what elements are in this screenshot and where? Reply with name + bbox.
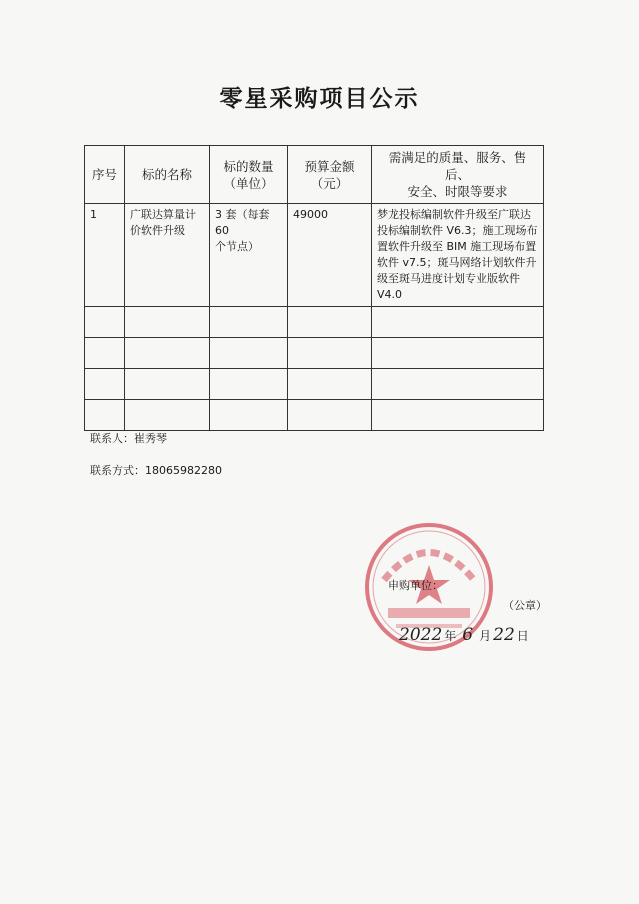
header-budget: 预算金额 （元）	[288, 146, 372, 204]
date-year-unit: 年	[444, 629, 457, 643]
table-header-row	[85, 146, 544, 204]
cell-quantity: 3 套（每套 60 个节点）	[210, 204, 288, 307]
contact-person: 联系人：崔秀琴	[90, 432, 167, 445]
applicant-label: 申购单位：	[388, 579, 443, 592]
empty-table-row	[85, 400, 544, 431]
header-requirements: 需满足的质量、服务、售后、 安全、时限等要求	[372, 146, 544, 204]
contact-method: 联系方式：18065982280	[90, 464, 222, 477]
header-quantity: 标的数量 （单位）	[210, 146, 288, 204]
signature-date	[397, 625, 529, 645]
empty-table-row	[85, 369, 544, 400]
header-item-name: 标的名称	[125, 146, 210, 204]
cell-serial-no: 1	[85, 204, 125, 307]
date-year: 2022	[399, 625, 443, 645]
cell-budget: 49000	[288, 204, 372, 307]
date-day-unit: 日	[516, 629, 529, 643]
date-month-unit: 月	[479, 629, 492, 643]
seal-note: （公章）	[503, 599, 547, 612]
document-title: 零星采购项目公示	[219, 86, 420, 112]
empty-table-row	[85, 338, 544, 369]
cell-item-name: 广联达算量计 价软件升级	[125, 204, 210, 307]
date-month: 6	[462, 625, 474, 645]
header-serial-no: 序号	[85, 146, 125, 204]
procurement-table	[84, 145, 544, 431]
date-day: 22	[493, 625, 515, 645]
table-row	[85, 204, 544, 307]
empty-table-row	[85, 307, 544, 338]
cell-requirements: 梦龙投标编制软件升级至广联达 投标编制软件 V6.3；施工现场布 置软件升级至 BIM 施工现场布置 软件 v7.5；斑马网络计划软件升 级至斑马进度计划专业版软件 V4.0	[372, 204, 544, 307]
